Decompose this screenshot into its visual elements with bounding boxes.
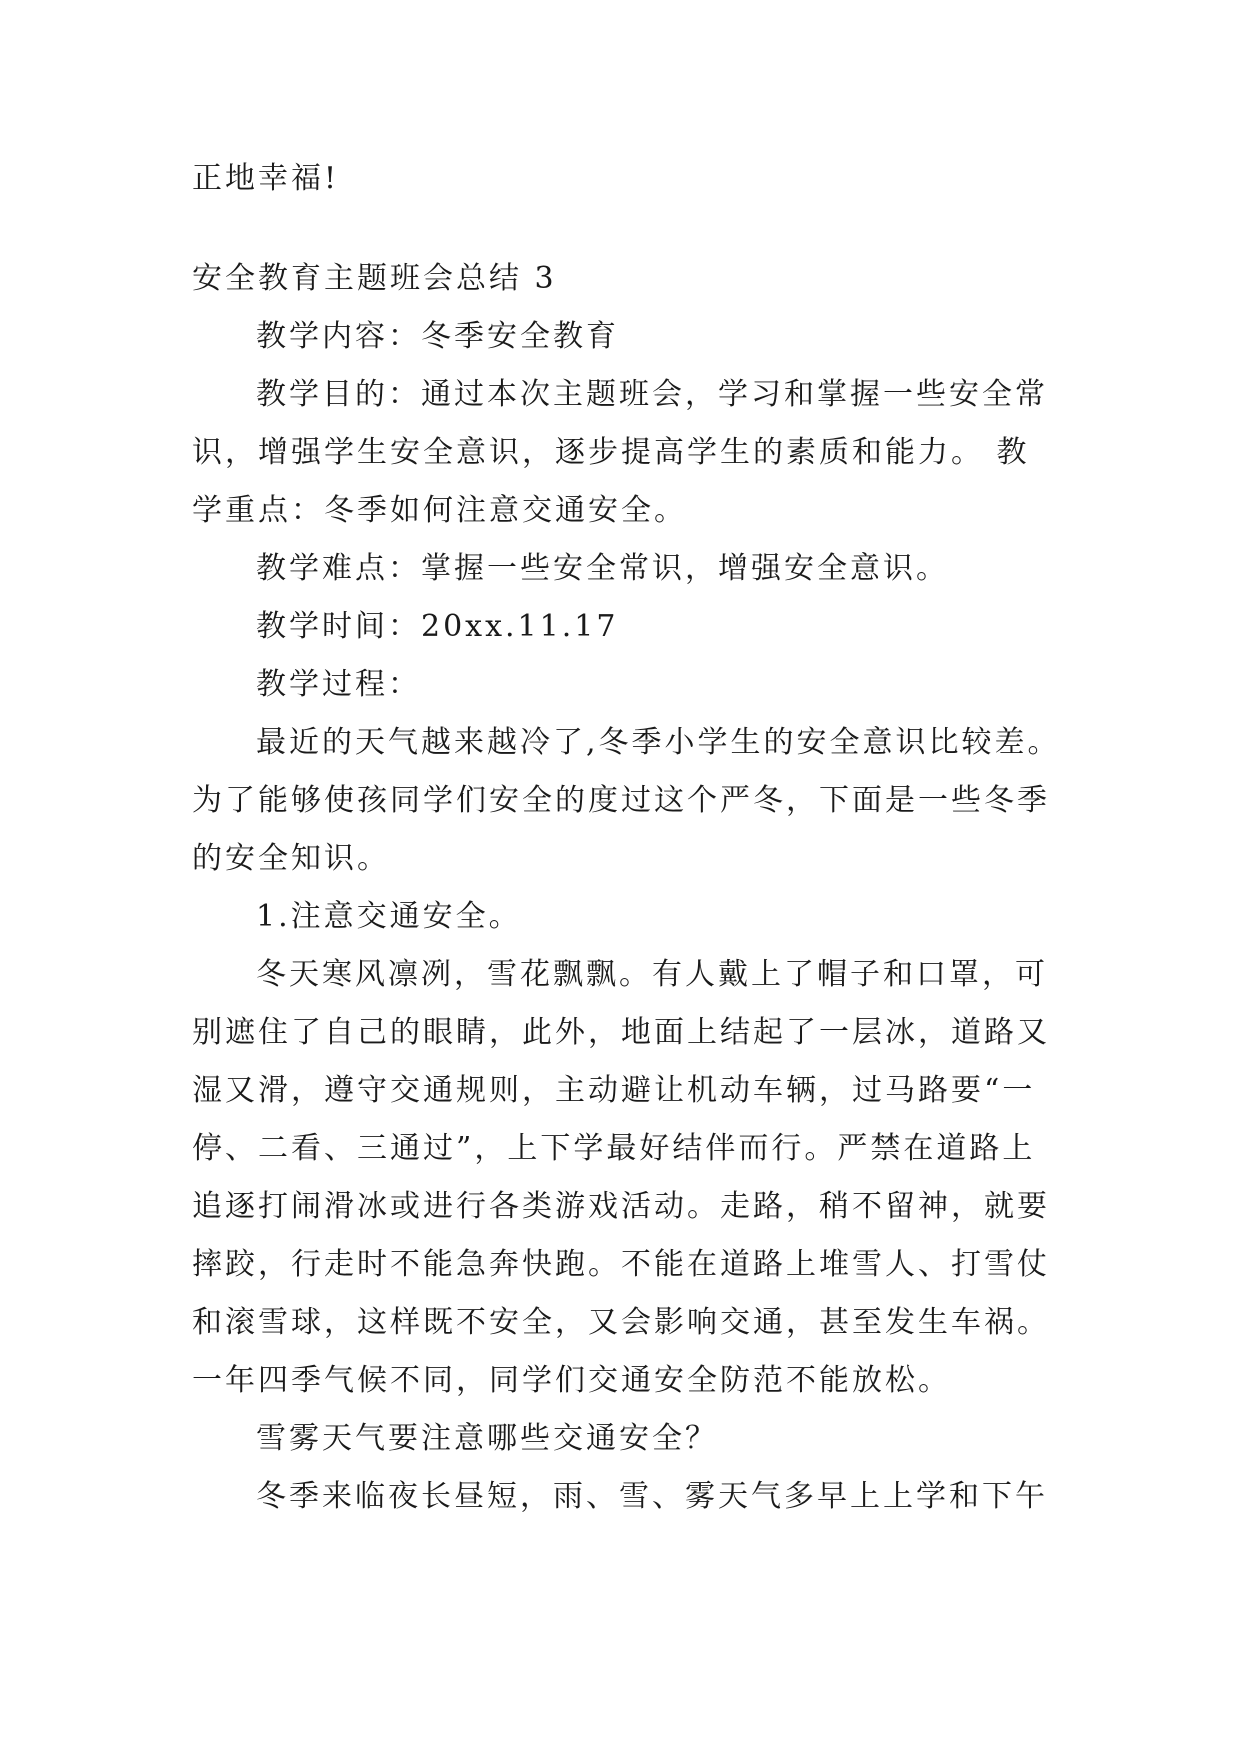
text-line: 教学目的：通过本次主题班会，学习和掌握一些安全常	[256, 377, 1048, 412]
text-line: 摔跤，行走时不能急奔快跑。不能在道路上堆雪人、打雪仗	[192, 1247, 1050, 1282]
paragraph-gap	[192, 208, 1072, 250]
text-line: 停、二看、三通过”，上下学最好结伴而行。严禁在道路上	[192, 1131, 1036, 1166]
text-line: 1.注意交通安全。	[256, 899, 522, 934]
body-text	[192, 308, 1072, 1526]
text-line: 教学过程：	[256, 667, 421, 702]
text-line: 和滚雪球，这样既不安全，又会影响交通，甚至发生车祸。	[192, 1305, 1050, 1340]
text-line: 学重点：冬季如何注意交通安全。	[192, 493, 687, 528]
text-line: 雪雾天气要注意哪些交通安全？	[256, 1421, 718, 1456]
text-line: 的安全知识。	[192, 841, 390, 876]
document-body	[192, 150, 1072, 1526]
text-line: 冬季来临夜长昼短，雨、雪、雾天气多早上上学和下午	[256, 1479, 1048, 1514]
text-line: 教学时间：20xx.11.17	[256, 609, 619, 644]
text-line: 教学内容：冬季安全教育	[256, 319, 619, 354]
carryover-line: 正地幸福!	[192, 161, 340, 196]
text-line: 别遮住了自己的眼睛，此外，地面上结起了一层冰，道路又	[192, 1015, 1050, 1050]
text-line: 教学难点：掌握一些安全常识，增强安全意识。	[256, 551, 949, 586]
text-line: 一年四季气候不同，同学们交通安全防范不能放松。	[192, 1363, 951, 1398]
section-title: 安全教育主题班会总结 3	[192, 261, 557, 296]
text-line: 冬天寒风凛冽，雪花飘飘。有人戴上了帽子和口罩，可	[256, 957, 1048, 992]
text-line: 湿又滑，遵守交通规则，主动避让机动车辆，过马路要“一	[192, 1073, 1036, 1108]
text-line: 最近的天气越来越冷了,冬季小学生的安全意识比较差。	[256, 725, 1061, 760]
text-line: 为了能够使孩同学们安全的度过这个严冬，下面是一些冬季	[192, 783, 1050, 818]
text-line: 追逐打闹滑冰或进行各类游戏活动。走路，稍不留神，就要	[192, 1189, 1050, 1224]
text-line: 识，增强学生安全意识，逐步提高学生的素质和能力。 教	[192, 435, 1030, 470]
